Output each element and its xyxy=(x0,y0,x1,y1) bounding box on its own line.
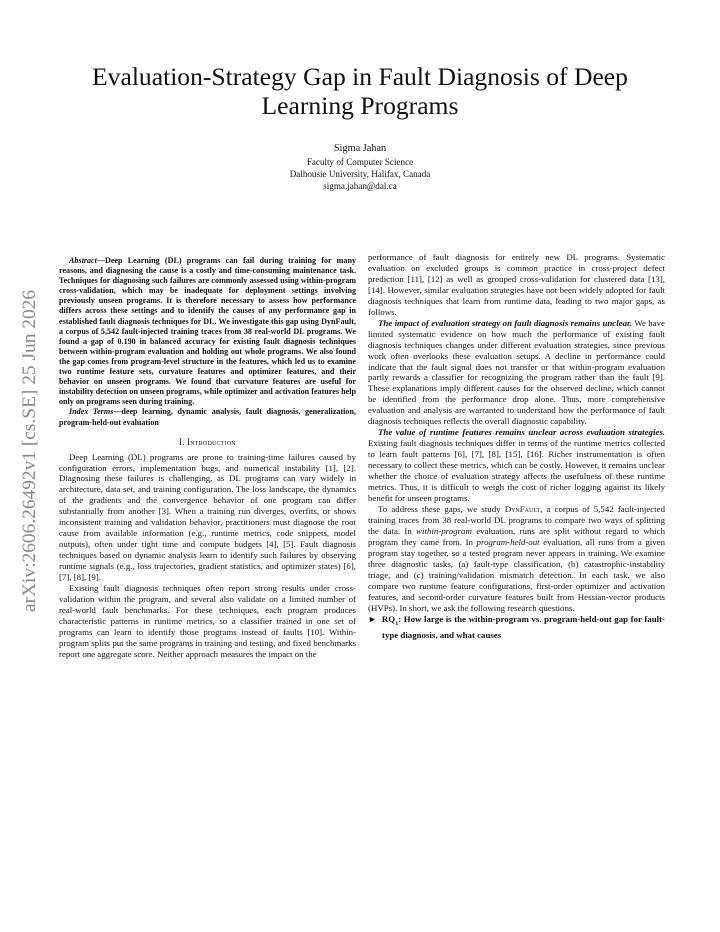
intro-paragraph-2: Existing fault diagnosis techniques often report strong results under cross-validation within the program, and several also validate on a limited number of real-world fault benchmarks. For these techniques, each program produces characteristic patterns in runtime metrics, so a classifier trained in one set of programs can learn to identify those programs instead of faults [10]. Within-program splits put the same programs in training and testing, and fixed benchmarks report one aggregate score. Neither approach measures the impact on the xyxy=(59,582,356,659)
intro-paragraph-6 xyxy=(368,504,665,614)
research-question-1 xyxy=(368,614,665,641)
right-column xyxy=(368,252,665,641)
intro-paragraph-1: Deep Learning (DL) programs are prone to training-time failures caused by configuration errors, implementation bugs, and numerical instability [1], [2]. Diagnosing these failures is challenging, as DL programs can vary widely in architecture, data set, and training configuration. The loss landscape, the dynamics of the gradients and the convergence behavior of one program can differ substantially from another [3]. When a training run diverges, overfits, or shows inconsistent training and validation behavior, practitioners must diagnose the root cause from available information (e.g., runtime metrics, code snippets, model outputs), often under tight time and compute budgets [4], [5]. Fault diagnosis techniques based on dynamic analysis learn to identify such failures by observing runtime signals (e.g., loss trajectories, gradient statistics, and optimizer states) [6], [7], [8], [9]. xyxy=(59,451,356,583)
abstract xyxy=(59,256,356,407)
p6-part-b: , a corpus of 5,542 fault-injected training traces from 38 real-world DL programs to compare two ways of splitting the data. In xyxy=(368,503,665,536)
p6-part-c: evaluation, runs are split without regard to which program they came from. In xyxy=(368,525,666,547)
intro-paragraph-3: performance of fault diagnosis for entirely new DL programs. Systematic evaluation on excluded groups is common practice in cross-project defect prediction [11], [12] as well as grouped cross-validation for clustered data [13], [14]. However, similar evaluation strategies have not been widely adopted for fault diagnosis techniques that learn from runtime data, leading to two major gaps, as follows. xyxy=(368,252,665,317)
index-terms-text: —deep learning, dynamic analysis, fault diagnosis, generalization, program-held-out evaluation xyxy=(59,407,356,427)
arxiv-sidebar-stamp xyxy=(10,236,50,666)
abstract-text: —Deep Learning (DL) programs can fail during training for many reasons, and diagnosing the cause is a costly and time-consuming maintenance task. Techniques for diagnosing such failures are commonly assessed using within-program cross-validation, which may be inadequate for deployment settings involving previously unseen programs. It is therefore necessary to assess how performance differs across these settings and to identify the causes of any performance gap in established fault diagnosis techniques for DL. We investigate this gap using DynFault, a corpus of 5,542 fault-injected training traces from 38 real-world DL programs. We found a gap of 0.190 in balanced accuracy for existing fault diagnosis techniques between within-program evaluation and holding out whole programs. We also found the gap comes from program-level structure in the features, which led us to examine two runtime feature sets, curvature features and optimizer features, and their behavior on unseen programs. We found that curvature features are useful for instability detection on unseen programs, while optimizer and activation features help only on programs seen during training. xyxy=(59,256,356,407)
author-university: Dalhousie University, Halifax, Canada xyxy=(289,169,431,179)
rq1-subscript: 1 xyxy=(395,621,399,628)
gap-1-lead: The impact of evaluation strategy on fault diagnosis remains unclear. xyxy=(378,317,633,328)
paper-title: Evaluation-Strategy Gap in Fault Diagnosis of Deep Learning Programs xyxy=(92,62,628,120)
rq1-text: : How large is the within-program vs. program-held-out gap for fault-type diagnosis, and what causes xyxy=(382,614,665,641)
intro-paragraph-5 xyxy=(368,427,665,504)
dynfault-name: DynFault xyxy=(504,503,541,514)
rq1-label: RQ xyxy=(381,614,396,625)
p6-part-d: evaluation, all runs from a given program stay together, so a tested program never appears in training. We examine three diagnostic tasks, (a) fault-type classification, (b) catastrophic-instability triage, and (c) training/validation mismatch detection. In each task, we also compare two runtime feature configurations, first-order optimizer and activation features, and second-order curvature features built from Hessian-vector products (HVPs). In short, we ask the following research questions. xyxy=(368,536,665,613)
p6-part-a: To address these gaps, we study xyxy=(378,503,505,514)
index-terms-label: Index Terms xyxy=(69,407,114,417)
gap-2-text: Existing fault diagnosis techniques differ in terms of the runtime metrics collected to learn fault patterns [6], [7], [8], [15], [16]. Richer instrumentation is often necessary to collect these metrics, which can be costly. However, it remains unclear whether the choice of evaluation strategy affects the usefulness of these runtime metrics. Thus, it is difficult to weigh the cost of richer logging against its likely benefit for unseen programs. xyxy=(368,438,665,503)
gap-2-lead: The value of runtime features remains unclear across evaluation strategies. xyxy=(378,427,665,438)
abstract-label: Abstract xyxy=(69,256,97,265)
index-terms xyxy=(59,407,356,427)
author-block xyxy=(200,143,520,192)
term-within-program: within-program xyxy=(416,525,472,536)
intro-paragraph-4 xyxy=(368,318,665,428)
gap-1-text: We have limited systematic evidence on how much the performance of existing fault diagnosis techniques changes under different evaluation strategies, since previous work often overlooks these evaluation setups. A decline in performance could indicate that the fault signal does not transfer or that within-program evaluation partly rewards a classifier for recognizing the program rather than the fault [9]. These explanations imply different causes for the observed decline, which cannot be identified from the performance drop alone. Thus, more comprehensive evaluation and analysis are warranted to understand how the performance of fault diagnosis techniques reflects the overall diagnostic capability. xyxy=(368,317,665,427)
left-column xyxy=(59,256,356,660)
arxiv-identifier: arXiv:2606.26492v1 [cs.SE] 25 Jun 2026 xyxy=(19,289,40,613)
triangle-bullet-icon: ► xyxy=(368,614,382,625)
section-heading-introduction: I. Introduction xyxy=(179,436,236,447)
author-name: Sigma Jahan xyxy=(333,143,387,154)
term-program-held-out: program-held-out xyxy=(476,536,540,547)
author-email: sigma.jahan@dal.ca xyxy=(323,181,397,191)
author-faculty: Faculty of Computer Science xyxy=(306,157,414,167)
